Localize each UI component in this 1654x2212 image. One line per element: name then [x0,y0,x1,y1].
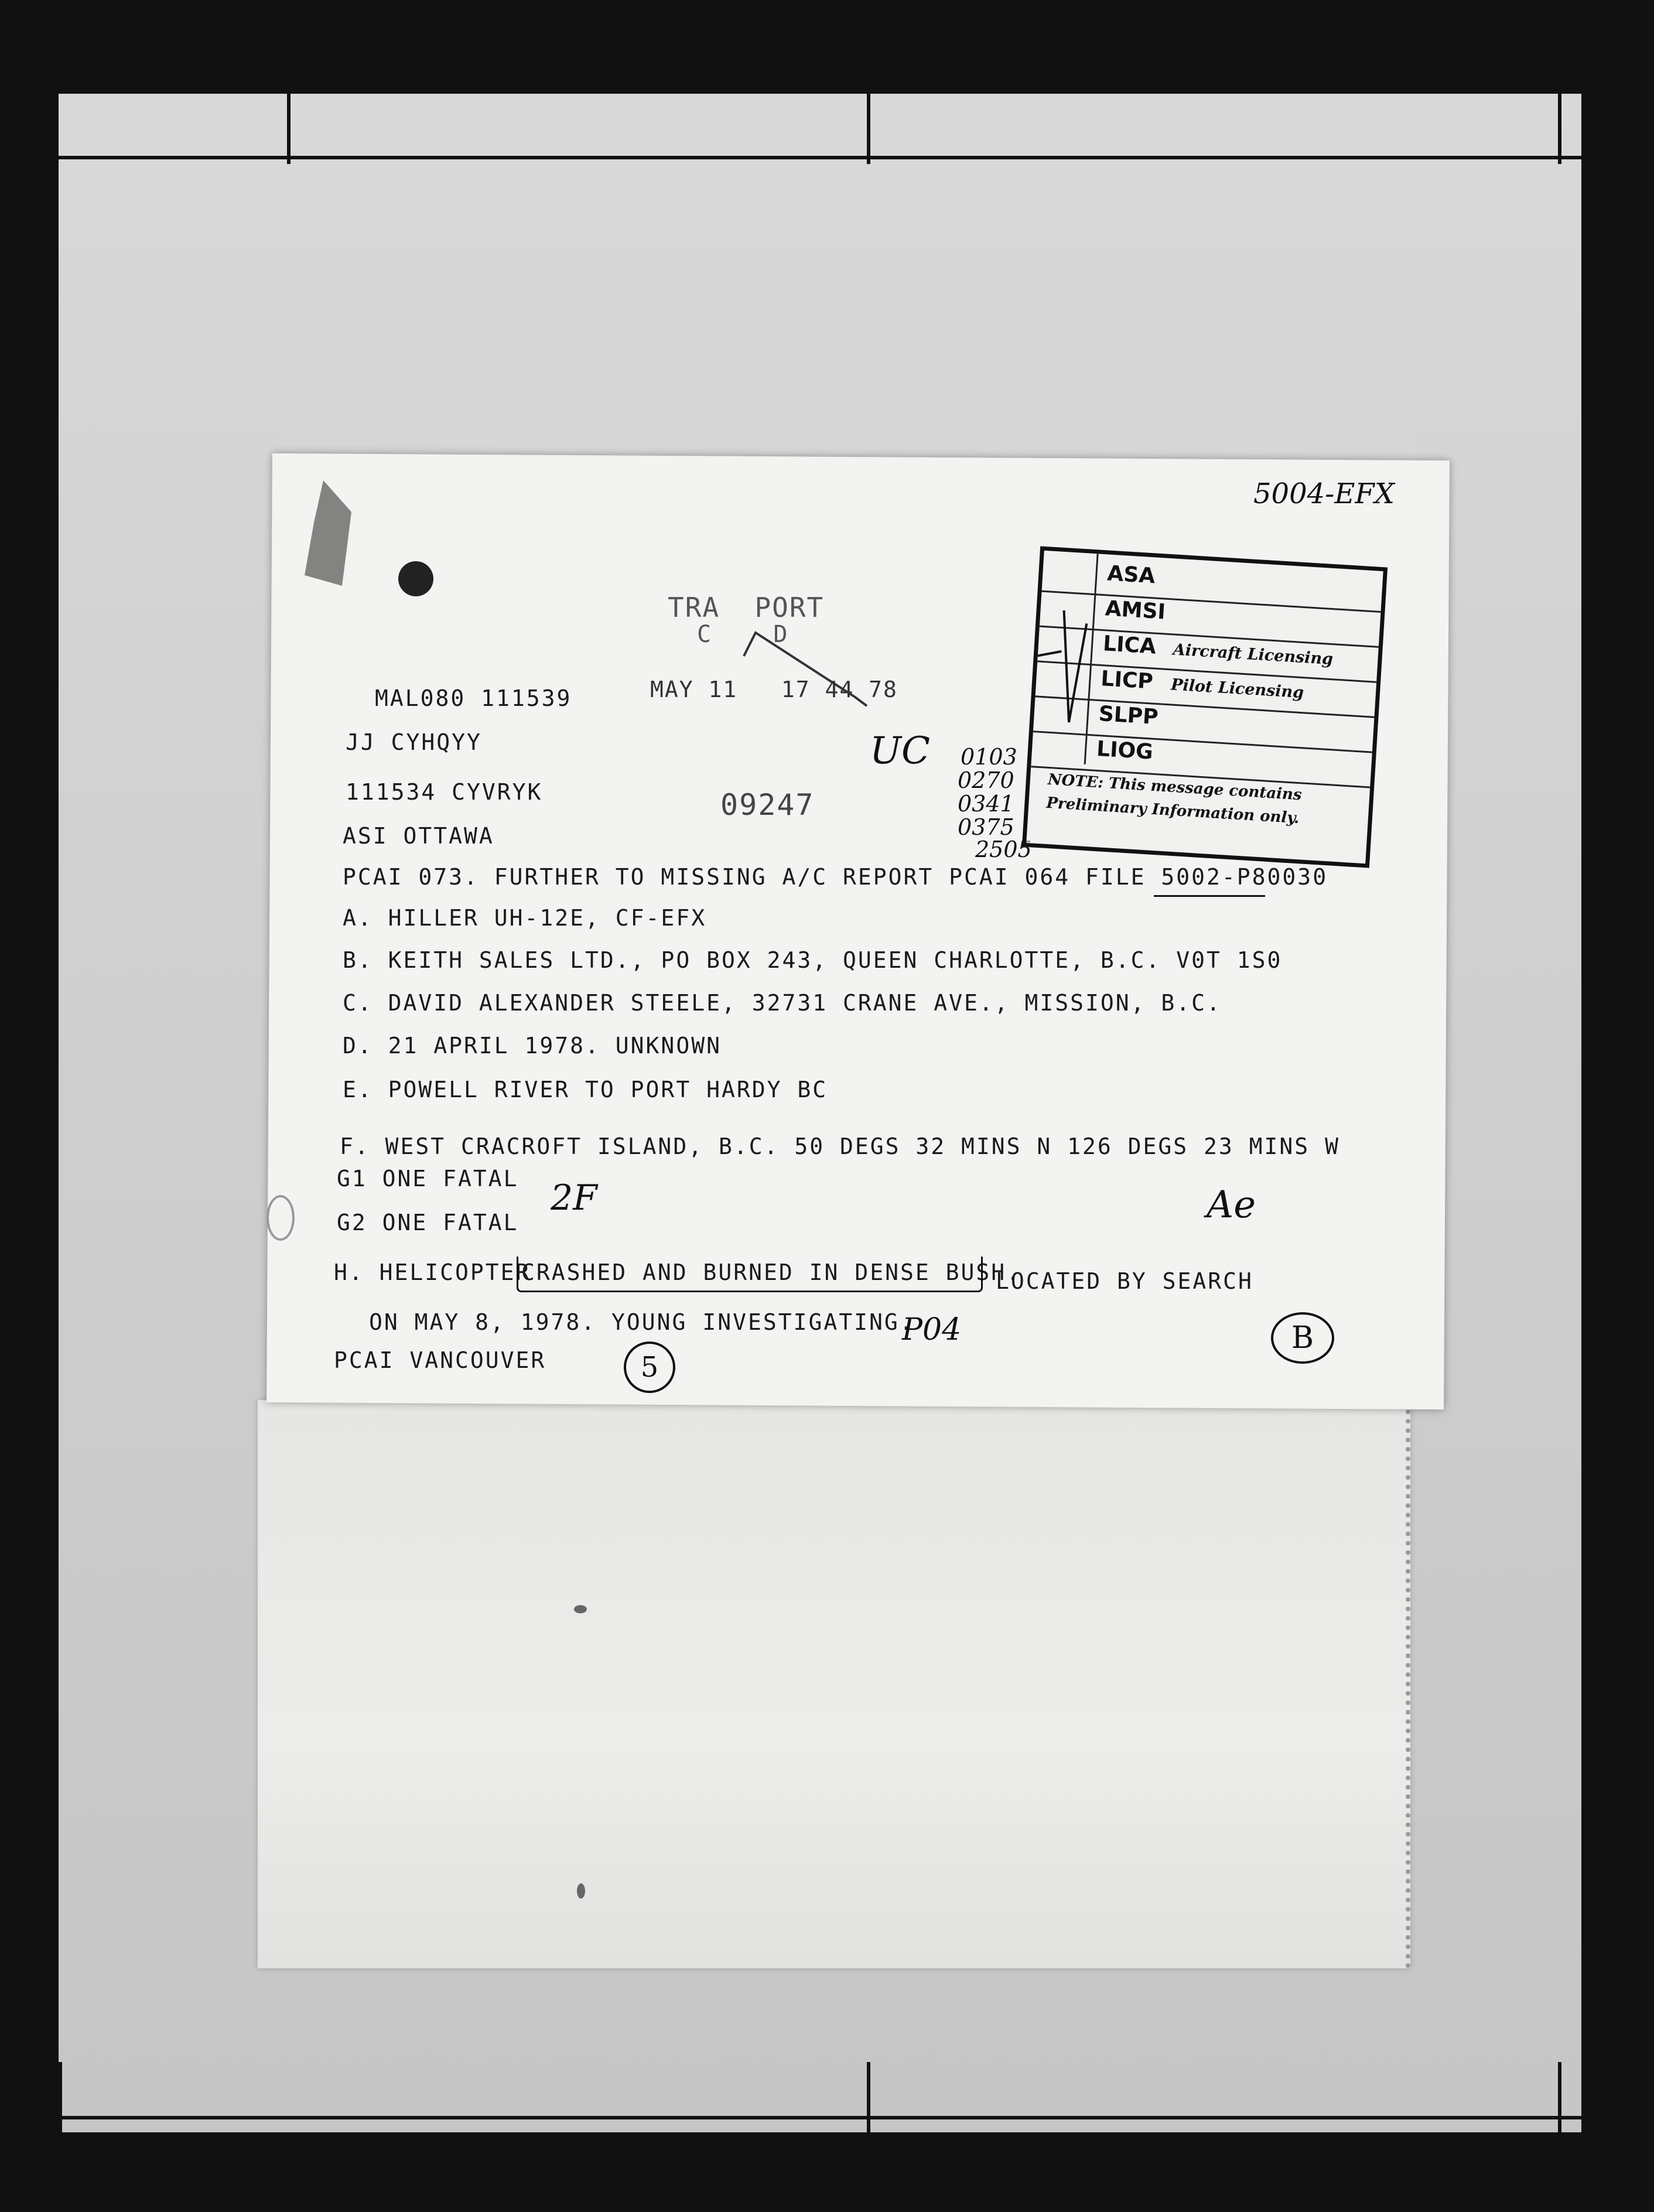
file-reference-handwritten: 5004-EFX [1253,477,1395,510]
stamp-code: LIOG [1096,736,1154,764]
item-g2: G2 ONE FATAL [337,1210,519,1235]
circled-five: 5 [624,1341,675,1393]
handwritten-2f: 2F [551,1177,597,1218]
telex-address: JJ CYHQYY [346,729,482,755]
paper-speck [577,1883,585,1899]
paper-speck [574,1605,587,1613]
item-a: A. HILLER UH-12E, CF-EFX [343,905,707,931]
item-g1: G1 ONE FATAL [337,1166,519,1192]
handwritten-code: 0103 [961,744,1017,770]
film-tick [867,2062,870,2132]
telex-origin: 111534 CYVRYK [346,779,543,805]
stamp-desc: Pilot Licensing [1170,675,1304,702]
film-border-bottom [59,2116,1581,2119]
handwritten-initials: Ae [1207,1183,1256,1227]
handwritten-code: 0341 [958,791,1014,817]
item-h-boxed: CRASHED AND BURNED IN DENSE BUSH. [521,1259,1021,1285]
item-b: B. KEITH SALES LTD., PO BOX 243, QUEEN CHARLOTTE, B.C. V0T 1S0 [343,947,1283,973]
stamp-desc: Aircraft Licensing [1172,640,1334,669]
handwritten-code: 0270 [958,767,1014,793]
telex-subject: PCAI 073. FURTHER TO MISSING A/C REPORT PCAI 064 FILE 5002-P80030 [343,864,1328,890]
stamp-code: AMSI [1104,596,1167,624]
dept-stamp-line2: C D [697,621,789,648]
item-f: F. WEST CRACROFT ISLAND, B.C. 50 DEGS 32 MINS N 126 DEGS 23 MINS W [340,1134,1340,1159]
film-tick [287,94,291,164]
circled-b: B [1271,1312,1334,1364]
serial-number: 09247 [720,788,815,822]
handwritten-box [517,1257,983,1292]
paper-lower-sheet [258,1400,1410,1968]
stamp-scribble [738,621,873,709]
film-tick [1558,94,1561,164]
stamp-note-line1: NOTE: This message contains [1047,770,1303,804]
telex-header-id: MAL080 111539 [375,685,572,711]
stamp-code: LICP [1100,667,1154,694]
telex-recipient: ASI OTTAWA [343,823,494,849]
handwritten-uc: UC [870,729,930,773]
stamp-checkmark [1022,585,1124,730]
item-e: E. POWELL RIVER TO PORT HARDY BC [343,1077,828,1102]
item-h-suffix: LOCATED BY SEARCH [996,1268,1253,1294]
routing-stamp [1022,546,1388,868]
handwritten-p04: P04 [902,1312,962,1347]
film-tick [867,94,870,164]
item-h-line2: ON MAY 8, 1978. YOUNG INVESTIGATING. [369,1309,915,1335]
telex-sign-off: PCAI VANCOUVER [334,1347,546,1373]
stamp-note-line2: Preliminary Information only. [1045,794,1300,828]
stamp-code: ASA [1106,561,1156,589]
handwritten-code: 2505 [975,837,1032,862]
item-d: D. 21 APRIL 1978. UNKNOWN [343,1033,722,1059]
received-timestamp: MAY 11 17 44 78 [650,677,898,702]
film-tick [1558,2062,1561,2132]
stamp-code: LICA [1102,631,1157,659]
item-h-prefix: H. HELICOPTER [334,1259,531,1285]
handwritten-code: 0375 [958,814,1014,840]
stamp-code: SLPP [1098,702,1159,730]
punch-hole [398,561,433,596]
faint-circle-mark [266,1195,295,1241]
dept-stamp-line1: TRA PORT [668,592,825,623]
item-c: C. DAVID ALEXANDER STEELE, 32731 CRANE AVE., MISSION, B.C. [343,990,1222,1016]
film-tick [59,2062,62,2132]
file-number-underline [1154,895,1265,897]
